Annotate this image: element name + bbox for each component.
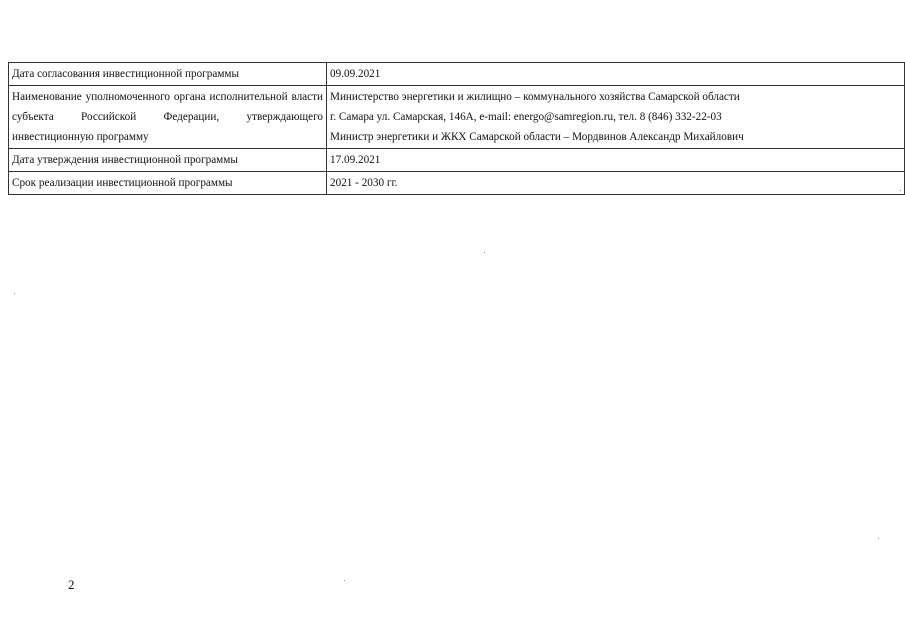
value-line: 17.09.2021 [330, 154, 381, 166]
value-line: Министерство энергетики и жилищно – коммунального хозяйства Самарской области [330, 91, 740, 103]
value-line: г. Самара ул. Самарская, 146А, e-mail: energo@samregion.ru, тел. 8 (846) 332-22-03 [330, 111, 722, 123]
row-value [327, 172, 905, 195]
scan-speck [14, 293, 15, 294]
page-number: 2 [68, 577, 75, 592]
scan-speck [484, 252, 485, 253]
scan-speck [344, 580, 345, 581]
value-line: 09.09.2021 [330, 68, 381, 80]
row-value [327, 63, 905, 86]
scan-speck [878, 538, 879, 539]
row-label: Наименование уполномоченного органа исполнительной власти субъекта Российской Федерации, утверждающего инвестиционную программу [9, 86, 327, 149]
row-value [327, 149, 905, 172]
value-line: 2021 - 2030 гг. [330, 177, 398, 189]
row-label: Дата утверждения инвестиционной программы [9, 149, 327, 172]
investment-program-info-table [8, 62, 905, 195]
scan-speck [900, 190, 901, 191]
table-row [9, 172, 905, 195]
value-line: Министр энергетики и ЖКХ Самарской области – Мордвинов Александр Михайлович [330, 131, 744, 143]
row-label: Срок реализации инвестиционной программы [9, 172, 327, 195]
table-row [9, 86, 905, 149]
table-row [9, 63, 905, 86]
row-label: Дата согласования инвестиционной программы [9, 63, 327, 86]
row-value [327, 86, 905, 149]
table-row [9, 149, 905, 172]
